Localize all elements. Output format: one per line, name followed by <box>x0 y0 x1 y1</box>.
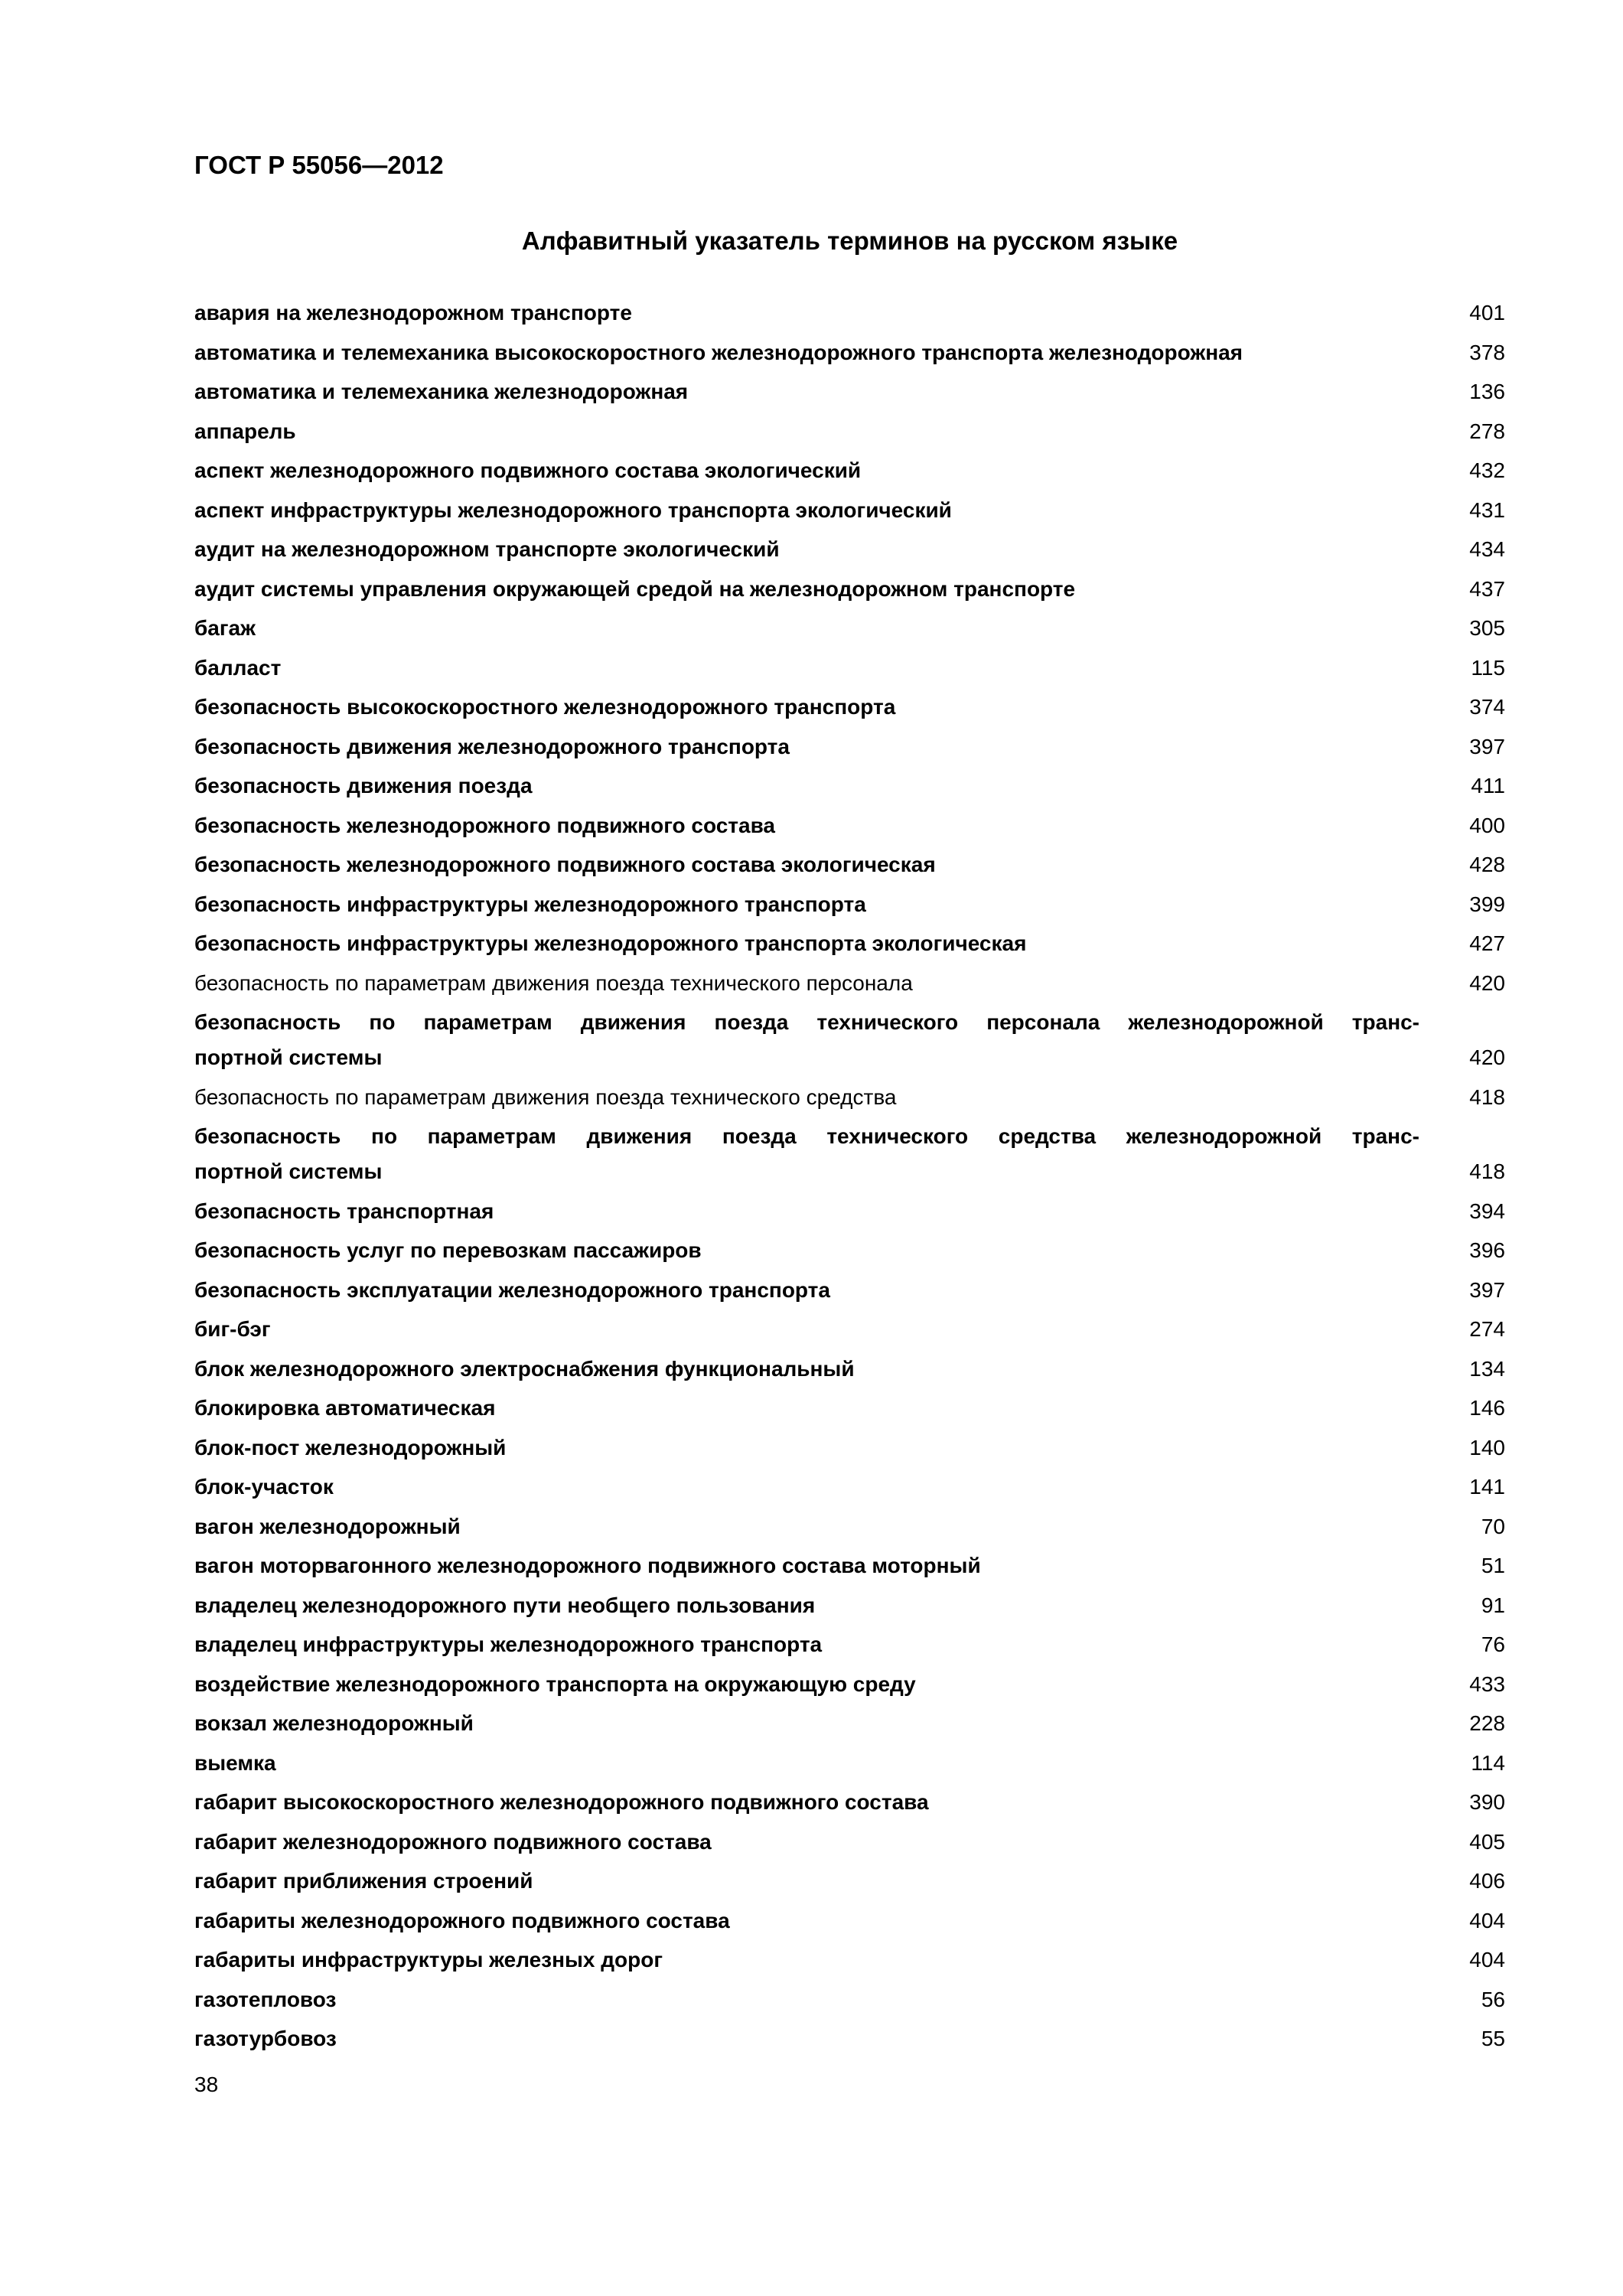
index-page-ref: 411 <box>1471 774 1505 797</box>
index-page-ref: 397 <box>1469 734 1505 758</box>
index-entry <box>194 1467 1505 1507</box>
index-term: владелец железнодорожного пути необщего пользования <box>194 1593 816 1617</box>
index-title: Алфавитный указатель терминов на русском языке <box>521 227 1178 255</box>
term-index-list <box>194 293 1505 2059</box>
index-page-ref: 404 <box>1469 1908 1505 1932</box>
index-entry-wrapped <box>194 1117 1505 1192</box>
index-entry <box>194 569 1505 609</box>
index-term: безопасность транспортная <box>194 1199 494 1223</box>
index-entry-wrapped <box>194 1003 1505 1078</box>
index-term: аудит на железнодорожном транспорте экологический <box>194 537 780 561</box>
index-page-ref: 390 <box>1469 1790 1505 1814</box>
index-page-ref: 433 <box>1469 1671 1505 1696</box>
index-entry <box>194 1388 1505 1428</box>
index-term: габариты инфраструктуры железных дорог <box>194 1948 663 1971</box>
index-page-ref: 400 <box>1469 813 1505 837</box>
index-page-ref: 91 <box>1481 1593 1505 1617</box>
index-term: габарит железнодорожного подвижного состава <box>194 1829 712 1854</box>
index-page-ref: 397 <box>1469 1277 1505 1302</box>
index-entry <box>194 2019 1505 2059</box>
index-term: блокировка автоматическая <box>194 1396 496 1420</box>
index-entry <box>194 1665 1505 1704</box>
index-term-line2: портной системы <box>194 1159 383 1183</box>
index-term: владелец инфраструктуры железнодорожного транспорта <box>194 1632 823 1656</box>
index-page-ref: 51 <box>1481 1554 1505 1577</box>
index-page-ref: 427 <box>1469 931 1505 955</box>
index-entry <box>194 1507 1505 1547</box>
index-term: габарит высокоскоростного железнодорожного подвижного состава <box>194 1790 929 1814</box>
index-term: безопасность по параметрам движения поезда технического персонала <box>194 970 913 995</box>
index-term: балласт <box>194 655 282 680</box>
index-term: воздействие железнодорожного транспорта на окружающую среду <box>194 1671 916 1696</box>
page-number: 38 <box>194 2073 219 2096</box>
index-page-ref: 418 <box>1469 1159 1505 1183</box>
index-term: безопасность железнодорожного подвижного состава <box>194 813 776 837</box>
index-entry <box>194 1822 1505 1862</box>
index-entry <box>194 1231 1505 1270</box>
index-entry <box>194 333 1505 373</box>
index-page-ref: 434 <box>1469 537 1505 561</box>
index-entry <box>194 1625 1505 1665</box>
index-page-ref: 431 <box>1469 497 1505 522</box>
index-entry <box>194 451 1505 491</box>
index-term: безопасность движения железнодорожного транспорта <box>194 734 790 758</box>
index-term: вокзал железнодорожный <box>194 1711 474 1735</box>
index-term: габарит приближения строений <box>194 1869 533 1893</box>
index-term: автоматика и телемеханика высокоскоростного железнодорожного транспорта железнодорожная <box>194 340 1243 364</box>
index-term: безопасность движения поезда <box>194 774 533 797</box>
index-term: блок железнодорожного электроснабжения функциональный <box>194 1356 855 1381</box>
index-term: блок-пост железнодорожный <box>194 1435 507 1459</box>
index-entry <box>194 412 1505 452</box>
index-term: аудит системы управления окружающей средой на железнодорожном транспорте <box>194 576 1076 601</box>
index-page-ref: 70 <box>1481 1514 1505 1538</box>
index-entry <box>194 1980 1505 2020</box>
index-term-line2: портной системы <box>194 1045 383 1069</box>
index-entry <box>194 1309 1505 1349</box>
index-entry <box>194 1704 1505 1743</box>
index-term: безопасность инфраструктуры железнодорожного транспорта <box>194 892 866 916</box>
index-term: безопасность железнодорожного подвижного состава экологическая <box>194 853 936 876</box>
index-page-ref: 396 <box>1469 1238 1505 1262</box>
index-entry <box>194 491 1505 530</box>
index-term: блок-участок <box>194 1475 334 1499</box>
index-entry <box>194 608 1505 648</box>
index-entry <box>194 727 1505 767</box>
index-page-ref: 374 <box>1469 695 1505 719</box>
index-page-ref: 432 <box>1469 458 1505 482</box>
index-entry <box>194 1270 1505 1310</box>
index-entry <box>194 1940 1505 1980</box>
index-entry <box>194 372 1505 412</box>
index-page-ref: 141 <box>1469 1475 1505 1499</box>
index-entry <box>194 806 1505 846</box>
index-page-ref: 399 <box>1469 892 1505 916</box>
index-term: безопасность услуг по перевозкам пассажиров <box>194 1238 702 1262</box>
index-term: безопасность эксплуатации железнодорожного транспорта <box>194 1277 830 1302</box>
index-entry <box>194 766 1505 806</box>
index-term: газотурбовоз <box>194 2027 337 2050</box>
index-page-ref: 76 <box>1481 1632 1505 1656</box>
index-page-ref: 114 <box>1471 1750 1505 1775</box>
index-term: аппарель <box>194 419 296 443</box>
index-entry <box>194 648 1505 688</box>
index-page-ref: 420 <box>1469 1045 1505 1069</box>
index-term: газотепловоз <box>194 1987 337 2011</box>
index-term-line1: безопасность по параметрам движения поезда технического персонала железнодорожной транс- <box>194 1009 1419 1034</box>
index-page-ref: 404 <box>1469 1948 1505 1971</box>
index-entry <box>194 1782 1505 1822</box>
index-page-ref: 136 <box>1469 380 1505 403</box>
index-term-line1: безопасность по параметрам движения поезда технического средства железнодорожной транс- <box>194 1124 1419 1148</box>
index-page-ref: 228 <box>1469 1711 1505 1735</box>
index-page-ref: 420 <box>1469 970 1505 995</box>
index-entry <box>194 1546 1505 1586</box>
index-page-ref: 394 <box>1469 1199 1505 1223</box>
index-entry <box>194 1743 1505 1783</box>
index-entry <box>194 1428 1505 1468</box>
index-page-ref: 406 <box>1469 1869 1505 1893</box>
index-term: аспект инфраструктуры железнодорожного транспорта экологический <box>194 497 952 522</box>
index-entry <box>194 1586 1505 1626</box>
index-page-ref: 56 <box>1481 1987 1505 2011</box>
index-page-ref: 146 <box>1469 1396 1505 1420</box>
index-term: багаж <box>194 616 256 640</box>
index-page-ref: 405 <box>1469 1829 1505 1854</box>
index-page-ref: 134 <box>1469 1356 1505 1381</box>
document-code: ГОСТ Р 55056—2012 <box>194 151 444 179</box>
index-entry <box>194 1349 1505 1389</box>
index-term: выемка <box>194 1750 276 1775</box>
index-page-ref: 305 <box>1469 616 1505 640</box>
index-entry <box>194 293 1505 333</box>
index-page-ref: 55 <box>1481 2027 1505 2050</box>
index-term: вагон моторвагонного железнодорожного подвижного состава моторный <box>194 1554 981 1577</box>
index-entry <box>194 1861 1505 1901</box>
index-term: аспект железнодорожного подвижного состава экологический <box>194 458 862 482</box>
index-page-ref: 401 <box>1469 301 1505 325</box>
index-entry <box>194 964 1505 1003</box>
index-entry <box>194 687 1505 727</box>
index-term-line2-row <box>194 1154 1505 1189</box>
index-term: биг-бэг <box>194 1317 271 1341</box>
index-entry <box>194 1192 1505 1231</box>
index-term: автоматика и телемеханика железнодорожная <box>194 380 689 403</box>
index-term: безопасность инфраструктуры железнодорожного транспорта экологическая <box>194 931 1027 955</box>
index-term: безопасность по параметрам движения поезда технического средства <box>194 1084 897 1109</box>
index-term: безопасность высокоскоростного железнодорожного транспорта <box>194 695 896 719</box>
index-page-ref: 378 <box>1469 340 1505 364</box>
index-term: авария на железнодорожном транспорте <box>194 301 632 325</box>
index-term: вагон железнодорожный <box>194 1514 461 1538</box>
index-page-ref: 115 <box>1471 655 1505 680</box>
index-page-ref: 418 <box>1469 1084 1505 1109</box>
index-entry <box>194 845 1505 885</box>
index-entry <box>194 1901 1505 1941</box>
index-page-ref: 274 <box>1469 1317 1505 1341</box>
index-entry <box>194 924 1505 964</box>
index-page-ref: 428 <box>1469 853 1505 876</box>
index-entry <box>194 1078 1505 1117</box>
index-term: габариты железнодорожного подвижного состава <box>194 1908 730 1932</box>
index-page-ref: 437 <box>1469 576 1505 601</box>
index-page-ref: 278 <box>1469 419 1505 443</box>
index-term-line2-row <box>194 1040 1505 1075</box>
index-entry <box>194 885 1505 925</box>
index-entry <box>194 530 1505 569</box>
index-page-ref: 140 <box>1469 1435 1505 1459</box>
